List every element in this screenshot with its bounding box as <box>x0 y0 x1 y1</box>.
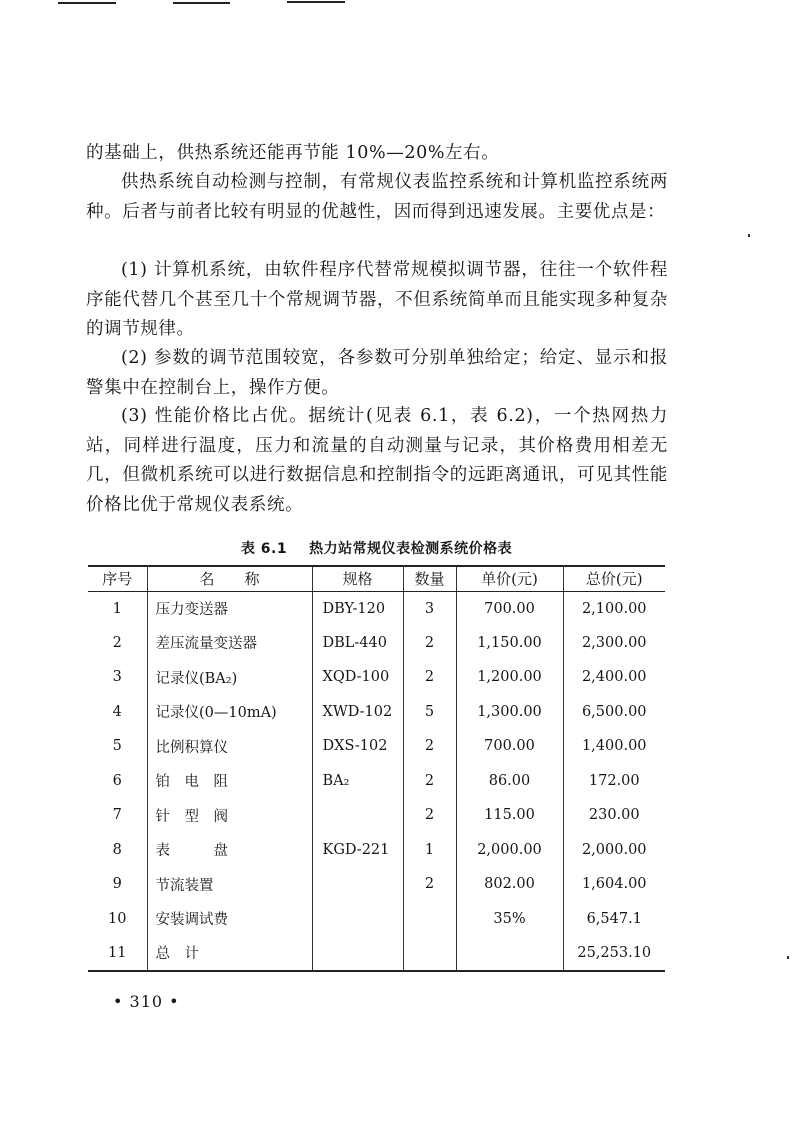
cell-unit-price: 115.00 <box>456 798 563 833</box>
cell-spec: DBY-120 <box>312 591 403 626</box>
table-body <box>88 591 665 971</box>
cell-unit-price: 802.00 <box>456 867 563 902</box>
header-rule-3 <box>287 1 345 3</box>
table-header-row <box>88 566 665 591</box>
cell-name: 差压流量变送器 <box>147 626 312 661</box>
cell-total: 2,400.00 <box>563 660 665 695</box>
cell-unit-price: 700.00 <box>456 729 563 764</box>
cell-qty: 2 <box>403 764 456 799</box>
cell-unit-price: 700.00 <box>456 591 563 626</box>
cell-qty: 5 <box>403 695 456 730</box>
cell-no: 3 <box>112 669 122 686</box>
table-row <box>88 626 665 661</box>
header-qty: 数量 <box>403 566 456 591</box>
header-unit-price: 单价(元) <box>456 566 563 591</box>
cell-no: 9 <box>112 876 122 893</box>
cell-total: 6,500.00 <box>563 695 665 730</box>
cell-no: 5 <box>112 738 122 755</box>
cell-name: 表 盘 <box>147 833 312 868</box>
cell-spec <box>312 936 403 971</box>
header-spec: 规格 <box>312 566 403 591</box>
table-row <box>88 798 665 833</box>
cell-qty: 1 <box>403 833 456 868</box>
cell-spec: BA₂ <box>312 764 403 799</box>
cell-qty: 2 <box>403 660 456 695</box>
cell-qty <box>403 936 456 971</box>
header-rule-1 <box>58 2 116 4</box>
cell-unit-price: 86.00 <box>456 764 563 799</box>
table-row <box>88 695 665 730</box>
cell-total: 1,604.00 <box>563 867 665 902</box>
cell-spec: KGD-221 <box>312 833 403 868</box>
cell-total: 2,300.00 <box>563 626 665 661</box>
table-caption-number: 表 6.1 <box>240 541 288 557</box>
cell-no: 8 <box>112 841 122 858</box>
cell-unit-price: 35% <box>456 902 563 937</box>
cell-name: 安装调试费 <box>147 902 312 937</box>
table-row <box>88 660 665 695</box>
table-caption-title: 热力站常规仪表检测系统价格表 <box>309 541 513 557</box>
table-caption <box>88 538 665 558</box>
cell-name: 记录仪(0—10mA) <box>147 695 312 730</box>
cell-qty: 2 <box>403 729 456 764</box>
cell-total: 6,547.1 <box>563 902 665 937</box>
header-no: 序号 <box>88 566 147 591</box>
cell-spec: XWD-102 <box>312 695 403 730</box>
cell-spec <box>312 798 403 833</box>
cell-total: 2,100.00 <box>563 591 665 626</box>
cell-name: 铂 电 阻 <box>147 764 312 799</box>
paragraph-point-1: (1) 计算机系统，由软件程序代替常规模拟调节器，往往一个软件程序能代替几个甚至几十个常规调节器，不但系统简单而且能实现多种复杂的调节规律。 <box>86 260 668 339</box>
header-rule-2 <box>173 2 230 4</box>
cell-no: 11 <box>88 936 147 971</box>
cell-name: 记录仪(BA₂) <box>147 660 312 695</box>
cell-qty <box>403 902 456 937</box>
cell-unit-price: 1,200.00 <box>456 660 563 695</box>
cell-qty: 2 <box>403 867 456 902</box>
cell-unit-price <box>456 936 563 971</box>
table-row <box>88 764 665 799</box>
cell-spec: DBL-440 <box>312 626 403 661</box>
cell-spec: DXS-102 <box>312 729 403 764</box>
cell-spec <box>312 867 403 902</box>
cell-no: 2 <box>112 634 122 651</box>
cell-qty: 2 <box>403 626 456 661</box>
header-total: 总价(元) <box>563 566 665 591</box>
scan-speck <box>748 234 750 237</box>
price-table <box>88 565 665 972</box>
table-row <box>88 902 665 937</box>
cell-name: 压力变送器 <box>147 591 312 626</box>
paragraph-continuation: 的基础上，供热系统还能再节能 10%—20%左右。 <box>86 143 500 163</box>
cell-total: 230.00 <box>563 798 665 833</box>
page-number: • 310 • <box>113 992 180 1011</box>
cell-total: 25,253.10 <box>563 936 665 971</box>
cell-qty: 2 <box>403 798 456 833</box>
cell-total: 1,400.00 <box>563 729 665 764</box>
cell-spec: XQD-100 <box>312 660 403 695</box>
cell-no: 6 <box>112 772 122 789</box>
paragraph-intro: 供热系统自动检测与控制，有常规仪表监控系统和计算机监控系统两种。后者与前者比较有明显的优越性，因而得到迅速发展。主要优点是： <box>86 172 668 222</box>
table-row <box>88 591 665 626</box>
table-row <box>88 833 665 868</box>
cell-no: 10 <box>108 910 127 927</box>
cell-no: 1 <box>112 600 122 617</box>
cell-name: 节流装置 <box>147 867 312 902</box>
cell-no: 7 <box>112 807 122 824</box>
paragraph-point-2: (2) 参数的调节范围较宽，各参数可分别单独给定；给定、显示和报警集中在控制台上，操作方便。 <box>86 348 668 398</box>
table-row <box>88 867 665 902</box>
cell-spec <box>312 902 403 937</box>
cell-qty: 3 <box>403 591 456 626</box>
table-row <box>88 729 665 764</box>
cell-name: 针 型 阀 <box>147 798 312 833</box>
paragraph-point-3: (3) 性能价格比占优。据统计(见表 6.1，表 6.2)，一个热网热力站，同样进行温度，压力和流量的自动测量与记录，其价格费用相差无几，但微机系统可以进行数据信息和控制指令的远距离通讯，可见其性能价格比优于常规仪表系统。 <box>86 406 668 515</box>
cell-name: 比例积算仪 <box>147 729 312 764</box>
cell-total: 2,000.00 <box>563 833 665 868</box>
cell-name: 总 计 <box>147 936 312 971</box>
header-name: 名 称 <box>147 566 312 591</box>
table-row <box>88 936 665 971</box>
cell-unit-price: 1,300.00 <box>456 695 563 730</box>
cell-total: 172.00 <box>563 764 665 799</box>
scan-speck <box>787 956 789 959</box>
cell-unit-price: 2,000.00 <box>456 833 563 868</box>
cell-unit-price: 1,150.00 <box>456 626 563 661</box>
cell-no: 4 <box>112 703 122 720</box>
